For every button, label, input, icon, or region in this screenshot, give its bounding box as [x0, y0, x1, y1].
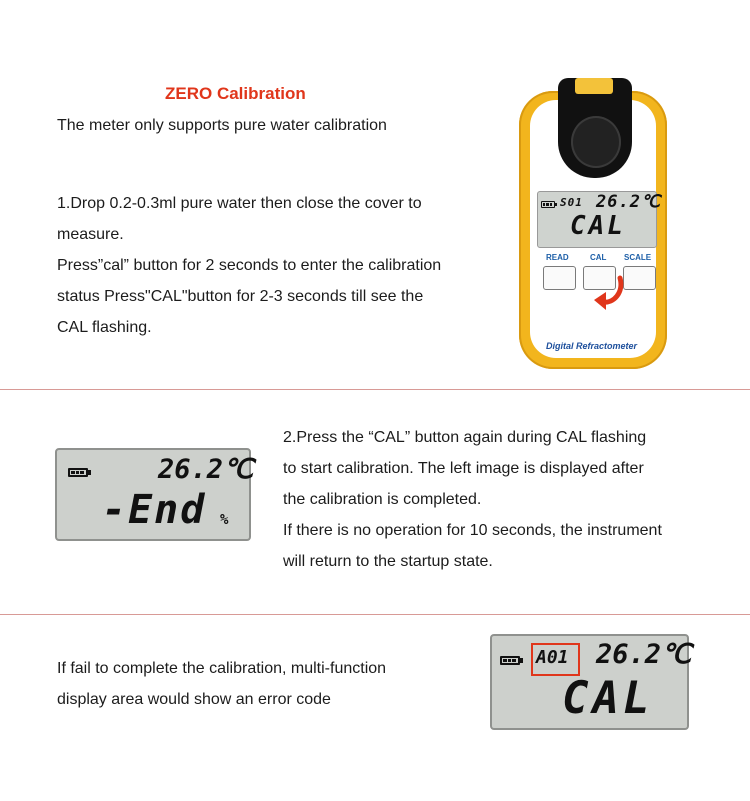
- divider: [0, 389, 750, 390]
- device-lcd-code: S01: [560, 196, 583, 209]
- error-lcd-code: A01: [536, 647, 569, 668]
- step2-line: will return to the startup state.: [283, 553, 493, 570]
- end-lcd-temp: 26.2℃: [158, 454, 254, 485]
- step1-line: Press”cal” button for 2 seconds to enter the calibration: [57, 257, 442, 274]
- step1-line: status Press"CAL"button for 2-3 seconds till see the: [57, 288, 424, 305]
- step2-text: [283, 422, 662, 577]
- lid-tab: [575, 78, 613, 94]
- error-lcd-main: CAL: [562, 673, 654, 724]
- device-lcd-temp: 26.2℃: [596, 192, 662, 212]
- read-button[interactable]: [543, 266, 576, 290]
- lid-cap: [571, 116, 621, 168]
- device-brand: Digital Refractometer: [546, 341, 638, 351]
- end-lcd-unit: %: [220, 512, 229, 528]
- battery-icon: [68, 468, 91, 477]
- step1-line: measure.: [57, 226, 124, 243]
- step2-line: If there is no operation for 10 seconds, the instrument: [283, 522, 662, 539]
- curved-arrow-icon: [590, 272, 630, 312]
- read-button-label: READ: [546, 253, 569, 262]
- error-line: If fail to complete the calibration, multi-function: [57, 660, 387, 677]
- device-lcd-main: CAL: [570, 211, 626, 241]
- error-text: [57, 653, 386, 715]
- step2-line: the calibration is completed.: [283, 491, 482, 508]
- section-title: ZERO Calibration: [165, 84, 306, 103]
- step1-text: [57, 188, 441, 343]
- divider: [0, 614, 750, 615]
- step1-line: 1.Drop 0.2-0.3ml pure water then close the cover to: [57, 195, 422, 212]
- step1-line: CAL flashing.: [57, 319, 152, 336]
- step2-line: 2.Press the “CAL” button again during CAL flashing: [283, 429, 647, 446]
- cal-button-label: CAL: [590, 253, 607, 262]
- battery-icon: [500, 656, 523, 665]
- step2-line: to start calibration. The left image is displayed after: [283, 460, 644, 477]
- error-line: display area would show an error code: [57, 691, 331, 708]
- end-lcd-main: -End: [102, 487, 207, 533]
- error-lcd-temp: 26.2℃: [596, 639, 692, 670]
- intro-text: The meter only supports pure water calibration: [57, 117, 387, 134]
- battery-icon: [541, 201, 557, 208]
- scale-button-label: SCALE: [624, 253, 652, 262]
